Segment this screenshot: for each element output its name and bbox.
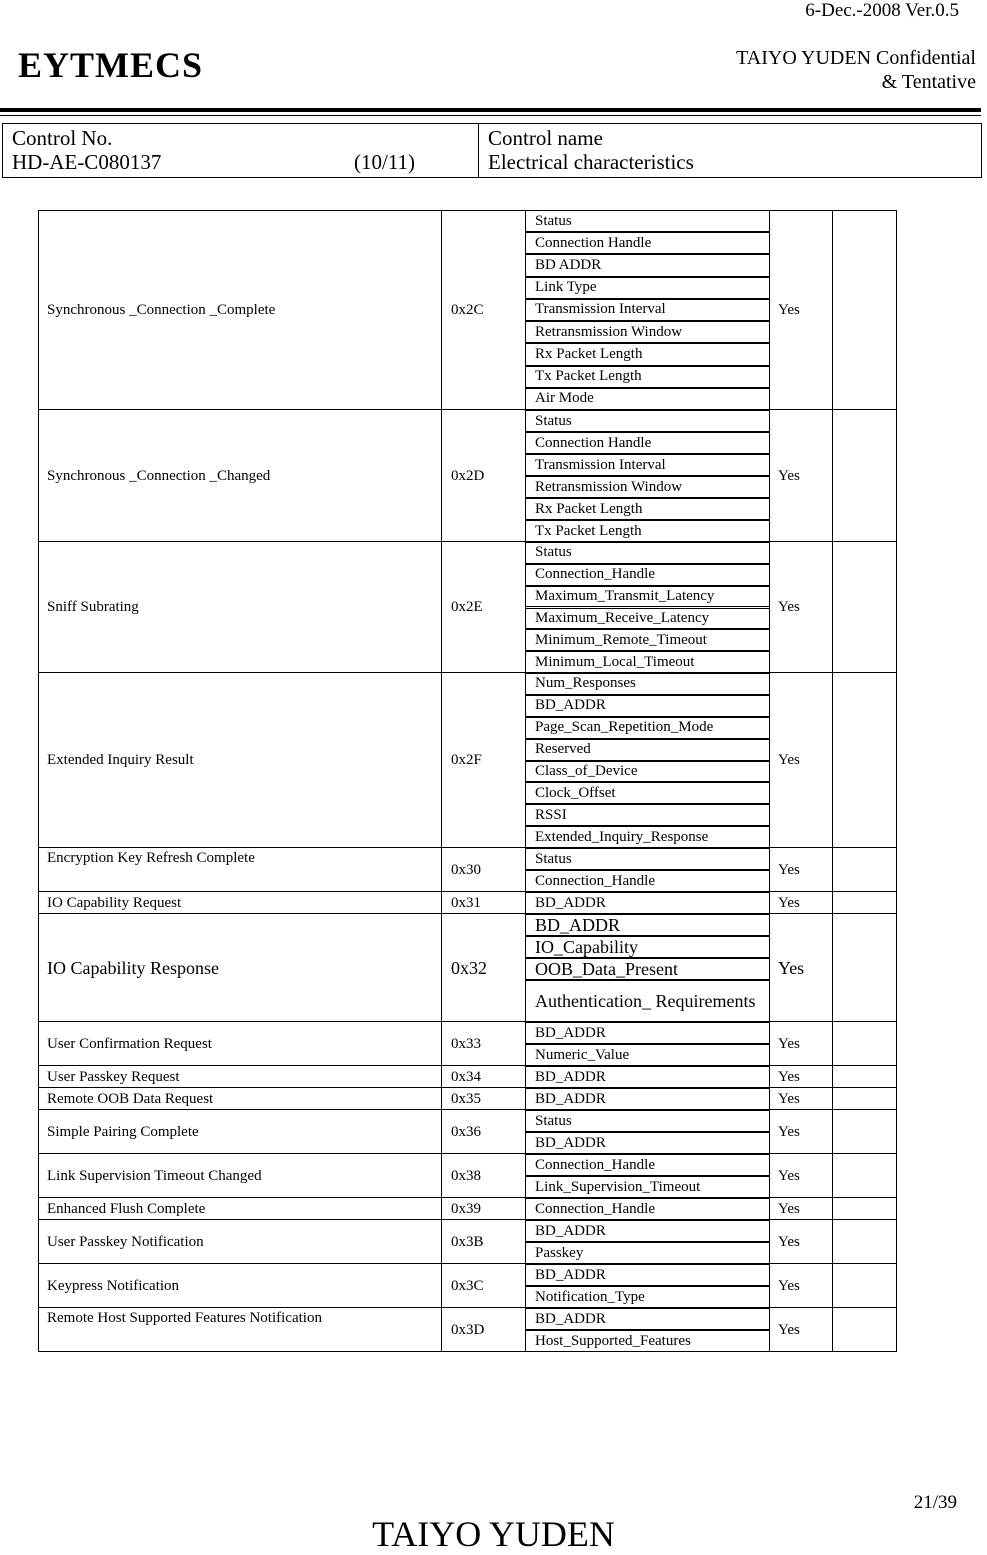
table-grid-line [441,848,442,892]
table-grid-line [769,1154,770,1198]
event-code: 0x33 [451,1035,481,1052]
event-parameter: Num_Responses [526,673,769,695]
table-grid-line [38,410,39,542]
event-supported: Yes [778,1167,800,1184]
table-grid-line [832,1154,833,1198]
event-row [38,1110,897,1154]
event-parameter: Link Type [526,277,769,299]
event-supported: Yes [778,1090,800,1107]
table-grid-line [769,914,770,1022]
table-grid-line [441,410,442,542]
event-parameter: Clock_Offset [526,782,769,804]
table-grid-line [441,673,442,848]
event-row [38,1264,897,1308]
table-grid-line [525,892,526,914]
table-grid-line [769,892,770,914]
event-supported: Yes [778,467,800,484]
table-grid-line [38,1198,39,1220]
event-supported: Yes [778,1233,800,1250]
table-grid-line [38,1022,39,1066]
table-grid-line [38,1264,39,1308]
table-grid-line [441,1198,442,1220]
table-grid-line [896,1154,897,1198]
event-parameter: BD_ADDR [526,1308,769,1330]
event-supported: Yes [778,599,800,615]
event-code: 0x2F [451,752,482,768]
table-grid-line [832,673,833,848]
event-name: Enhanced Flush Complete [47,1200,206,1217]
table-grid-line [441,892,442,914]
table-grid-line [441,210,442,410]
table-grid-line [896,1198,897,1220]
table-grid-line [38,1088,39,1110]
event-parameter: Authentication_ Requirements [526,980,769,1022]
event-parameter: Rx Packet Length [526,498,769,520]
event-parameter: Status [526,410,769,432]
table-grid-line [38,673,39,848]
table-grid-line [525,542,526,673]
event-row [38,542,897,673]
event-row [38,1088,897,1110]
table-grid-line [769,848,770,892]
control-info-box [2,123,982,178]
control-box-divider [478,124,479,177]
table-grid-line [832,848,833,892]
table-grid-line [38,1110,39,1154]
event-parameter: Numeric_Value [526,1044,769,1066]
table-grid-line [441,914,442,1022]
table-grid-line [832,1110,833,1154]
table-grid-line [525,1022,526,1066]
event-parameter: Host_Supported_Features [526,1330,769,1352]
event-parameter: Page_Scan_Repetition_Mode [526,717,769,739]
table-grid-line [38,1066,39,1088]
table-grid-line [38,914,39,1022]
event-parameter: BD_ADDR [526,1066,769,1088]
event-parameter: Connection Handle [526,232,769,254]
table-grid-line [525,1308,526,1352]
table-grid-line [896,1220,897,1264]
table-grid-line [525,1088,526,1110]
event-row [38,1022,897,1066]
event-code: 0x2D [451,467,485,484]
table-row-border [38,1351,897,1352]
table-grid-line [896,410,897,542]
table-grid-line [441,1154,442,1198]
footer-company: TAIYO YUDEN [372,1514,615,1554]
table-grid-line [769,1308,770,1352]
table-grid-line [769,1110,770,1154]
event-name: User Passkey Notification [47,1233,204,1250]
event-parameter: Link_Supervision_Timeout [526,1176,769,1198]
event-supported: Yes [778,957,805,978]
table-grid-line [896,892,897,914]
event-code: 0x38 [451,1167,481,1184]
table-grid-line [832,210,833,410]
event-parameter: BD_ADDR [526,1022,769,1044]
event-name: User Confirmation Request [47,1035,212,1052]
event-parameter: IO_Capability [526,936,769,958]
control-no-label: Control No. [12,126,113,150]
event-parameter: Connection_Handle [526,1154,769,1176]
table-grid-line [832,1088,833,1110]
table-grid-line [832,1308,833,1352]
table-grid-line [38,892,39,914]
table-grid-line [832,1022,833,1066]
table-grid-line [896,210,897,410]
table-grid-line [769,1022,770,1066]
table-grid-line [441,1264,442,1308]
event-name: IO Capability Response [47,957,219,978]
event-name: Simple Pairing Complete [47,1123,199,1140]
event-row [38,673,897,848]
event-parameter: Notification_Type [526,1286,769,1308]
event-parameter: BD ADDR [526,254,769,276]
event-parameter: Minimum_Local_Timeout [526,651,769,673]
table-grid-line [441,1220,442,1264]
event-name: Remote Host Supported Features Notification [47,1310,322,1326]
event-parameter: Air Mode [526,388,769,410]
event-name: Synchronous _Connection _Changed [47,467,271,484]
event-parameter: Passkey [526,1242,769,1264]
table-grid-line [525,848,526,892]
table-grid-line [769,1198,770,1220]
event-supported: Yes [778,1035,800,1052]
table-grid-line [525,410,526,542]
event-parameter: Maximum_Receive_Latency [526,608,769,630]
event-supported: Yes [778,1277,800,1294]
event-name: IO Capability Request [47,894,182,911]
event-parameter: Retransmission Window [526,321,769,343]
event-row [38,848,897,892]
event-parameter: OOB_Data_Present [526,958,769,980]
table-grid-line [896,1022,897,1066]
event-code: 0x3C [451,1277,484,1294]
event-row [38,410,897,542]
event-code: 0x32 [451,957,487,978]
event-name: Sniff Subrating [47,599,139,615]
table-grid-line [832,1066,833,1088]
event-row [38,210,897,410]
event-parameter: BD_ADDR [526,1088,769,1110]
table-grid-line [769,210,770,410]
table-grid-line [441,1022,442,1066]
table-grid-line [38,1308,39,1352]
event-parameter: Tx Packet Length [526,520,769,542]
table-grid-line [832,1198,833,1220]
header-rule-thin [0,115,981,116]
event-supported: Yes [778,1200,800,1217]
table-grid-line [441,1066,442,1088]
event-parameter: Status [526,542,769,564]
table-grid-line [896,1110,897,1154]
table-grid-line [769,1066,770,1088]
table-grid-line [832,1220,833,1264]
table-grid-line [525,1198,526,1220]
table-grid-line [896,542,897,673]
event-parameter: Rx Packet Length [526,343,769,365]
event-name: Extended Inquiry Result [47,752,194,768]
event-code: 0x3D [451,1321,485,1338]
table-grid-line [769,673,770,848]
table-grid-line [769,410,770,542]
event-name: Link Supervision Timeout Changed [47,1167,262,1184]
table-grid-line [441,1110,442,1154]
table-grid-line [525,673,526,848]
table-grid-line [832,892,833,914]
table-grid-line [769,1264,770,1308]
company-logo-text: EYTMECS [18,45,204,85]
table-grid-line [896,1264,897,1308]
event-name: Keypress Notification [47,1277,180,1294]
header-rule-thick [0,108,981,112]
event-parameter: Transmission Interval [526,454,769,476]
control-name-label: Control name [488,126,603,150]
table-grid-line [441,1088,442,1110]
table-grid-line [896,1308,897,1352]
tentative-label: & Tentative [881,71,976,93]
event-parameter: Status [526,848,769,870]
event-row [38,1308,897,1352]
event-code: 0x39 [451,1200,481,1217]
table-grid-line [38,210,39,410]
table-grid-line [441,1308,442,1352]
event-code: 0x3B [451,1233,484,1250]
table-grid-line [38,1154,39,1198]
table-grid-line [38,1220,39,1264]
event-parameter: Transmission Interval [526,299,769,321]
control-no-value: HD-AE-C080137 [12,150,162,174]
confidential-label: TAIYO YUDEN Confidential [736,47,976,69]
table-grid-line [441,542,442,673]
table-grid-line [525,1110,526,1154]
table-grid-line [896,914,897,1022]
event-code: 0x2C [451,301,484,318]
event-code: 0x2E [451,599,483,615]
event-row [38,1066,897,1088]
event-name: Synchronous _Connection _Complete [47,301,276,318]
event-parameter: BD_ADDR [526,914,769,936]
table-grid-line [896,1066,897,1088]
event-parameter: Connection_Handle [526,564,769,586]
control-name-value: Electrical characteristics [488,150,694,174]
event-supported: Yes [778,861,800,878]
table-grid-line [38,542,39,673]
table-grid-line [896,848,897,892]
event-parameter: Reserved [526,739,769,761]
event-parameter: BD_ADDR [526,1264,769,1286]
table-grid-line [769,1088,770,1110]
table-grid-line [525,210,526,410]
event-parameter: Extended_Inquiry_Response [526,826,769,848]
event-parameter: RSSI [526,804,769,826]
date-version: 6-Dec.-2008 Ver.0.5 [805,0,959,21]
table-grid-line [769,1220,770,1264]
table-grid-line [525,1066,526,1088]
table-grid-line [832,914,833,1022]
event-row [38,1154,897,1198]
event-supported: Yes [778,1068,800,1085]
event-name: Remote OOB Data Request [47,1090,214,1107]
table-grid-line [525,1220,526,1264]
event-parameter: BD_ADDR [526,892,769,914]
event-parameter: Class_of_Device [526,761,769,783]
event-supported: Yes [778,1321,800,1338]
page-number: 21/39 [913,1492,957,1513]
event-parameter: Connection_Handle [526,870,769,892]
event-code: 0x31 [451,894,481,911]
event-supported: Yes [778,752,800,768]
event-parameter: Connection_Handle [526,1198,769,1220]
event-parameter: Status [526,1110,769,1132]
event-parameter: BD_ADDR [526,695,769,717]
table-row-border [38,210,897,211]
event-code: 0x30 [451,861,481,878]
table-grid-line [896,673,897,848]
event-row [38,914,897,1022]
table-grid-line [896,1088,897,1110]
table-grid-line [832,1264,833,1308]
event-supported: Yes [778,1123,800,1140]
event-row [38,1198,897,1220]
event-row [38,892,897,914]
event-name: User Passkey Request [47,1068,180,1085]
table-grid-line [769,542,770,673]
table-grid-line [832,410,833,542]
table-grid-line [525,914,526,1022]
event-parameter: Connection Handle [526,432,769,454]
table-grid-line [38,848,39,892]
event-code: 0x34 [451,1068,481,1085]
event-parameter: Maximum_Transmit_Latency [526,586,769,608]
table-grid-line [832,542,833,673]
control-page-section: (10/11) [354,150,416,174]
table-grid-line [525,1264,526,1308]
event-supported: Yes [778,301,800,318]
table-grid-line [525,1154,526,1198]
event-parameter: Minimum_Remote_Timeout [526,629,769,651]
event-supported: Yes [778,894,800,911]
event-code: 0x36 [451,1123,481,1140]
event-parameter: BD_ADDR [526,1220,769,1242]
event-parameter: Retransmission Window [526,476,769,498]
event-row [38,1220,897,1264]
event-name: Encryption Key Refresh Complete [47,850,255,866]
event-parameter: Status [526,210,769,232]
event-code: 0x35 [451,1090,481,1107]
event-parameter: BD_ADDR [526,1132,769,1154]
event-parameter: Tx Packet Length [526,366,769,388]
